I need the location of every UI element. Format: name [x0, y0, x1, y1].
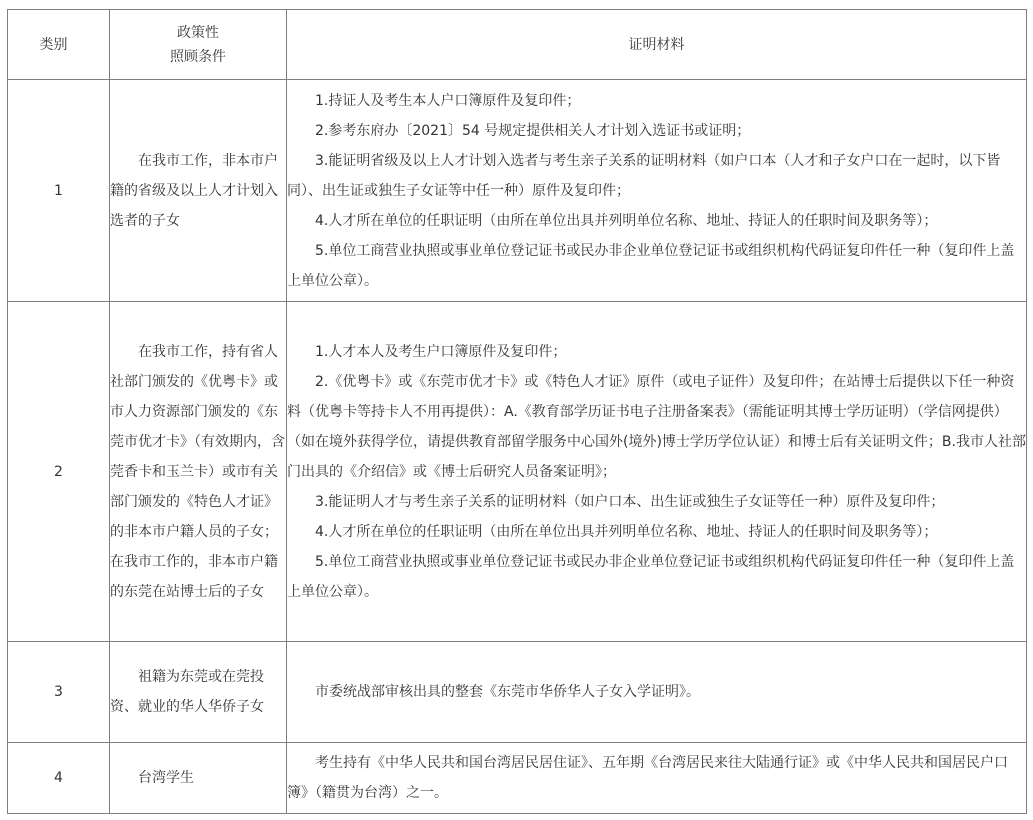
row-materials [287, 302, 1027, 642]
header-condition [110, 10, 287, 80]
policy-table [7, 9, 1027, 814]
material-item: 3.能证明省级及以上人才计划入选者与考生亲子关系的证明材料（如户口本（人才和子女户口在一起时，以下皆同）、出生证或独生子女证等中任一种）原件及复印件； [287, 152, 1001, 199]
row-condition: 祖籍为东莞或在莞投资、就业的华人华侨子女 [110, 642, 287, 743]
row-category: 3 [8, 642, 110, 743]
table-row-3 [8, 642, 1027, 743]
material-item: 4.人才所在单位的任职证明（由所在单位出具并列明单位名称、地址、持证人的任职时间及职务等）； [315, 212, 938, 229]
row-category: 4 [8, 743, 110, 814]
row-condition: 在我市工作，持有省人社部门颁发的《优粤卡》或市人力资源部门颁发的《东莞市优才卡》（有效期内，含莞香卡和玉兰卡）或市有关部门颁发的《特色人才证》的非本市户籍人员的子女；在我市工作的，非本市户籍的东莞在站博士后的子女 [110, 302, 287, 642]
table-header-row [8, 10, 1027, 80]
row-category: 1 [8, 80, 110, 302]
material-item: 考生持有《中华人民共和国台湾居民居住证》、五年期《台湾居民来往大陆通行证》或《中华人民共和国居民户口簿》（籍贯为台湾）之一。 [287, 755, 1008, 801]
table-row-1 [8, 80, 1027, 302]
table-row-4 [8, 743, 1027, 814]
row-condition: 在我市工作，非本市户籍的省级及以上人才计划入选者的子女 [110, 80, 287, 302]
material-item: 市委统战部审核出具的整套《东莞市华侨华人子女入学证明》。 [315, 684, 700, 700]
material-item: 1.人才本人及考生户口簿原件及复印件； [315, 343, 567, 360]
header-category: 类别 [8, 10, 110, 80]
row-materials [287, 743, 1027, 814]
material-item: 1.持证人及考生本人户口簿原件及复印件； [315, 92, 581, 109]
row-materials [287, 642, 1027, 743]
material-item: 4.人才所在单位的任职证明（由所在单位出具并列明单位名称、地址、持证人的任职时间及职务等）； [315, 523, 938, 540]
row-category: 2 [8, 302, 110, 642]
material-item: 5.单位工商营业执照或事业单位登记证书或民办非企业单位登记证书或组织机构代码证复印件任一种（复印件上盖上单位公章）。 [287, 242, 1015, 289]
material-item: 3.能证明人才与考生亲子关系的证明材料（如户口本、出生证或独生子女证等任一种）原件及复印件； [315, 493, 945, 510]
row-materials [287, 80, 1027, 302]
header-condition-line1: 政策性 [177, 24, 219, 41]
material-item: 2.参考东府办〔2021〕54 号规定提供相关人才计划入选证书或证明； [315, 122, 751, 139]
header-condition-line2: 照顾条件 [170, 48, 226, 65]
material-item: 5.单位工商营业执照或事业单位登记证书或民办非企业单位登记证书或组织机构代码证复印件任一种（复印件上盖上单位公章）。 [287, 553, 1015, 600]
material-item: 2.《优粤卡》或《东莞市优才卡》或《特色人才证》原件（或电子证件）及复印件；在站博士后提供以下任一种资料（优粤卡等持卡人不用再提供）：A.《教育部学历证书电子注册备案表》（需能证明其博士学历证明）（学信网提供）（如在境外获得学位，请提供教育部留学服务中心国外(境外)博士学历学位认证）和博士后有关证明文件；B.我市人社部门出具的《介绍信》或《博士后研究人员备案证明》； [287, 373, 1026, 480]
header-materials: 证明材料 [287, 10, 1027, 80]
table-row-2 [8, 302, 1027, 642]
row-condition: 台湾学生 [110, 743, 287, 814]
